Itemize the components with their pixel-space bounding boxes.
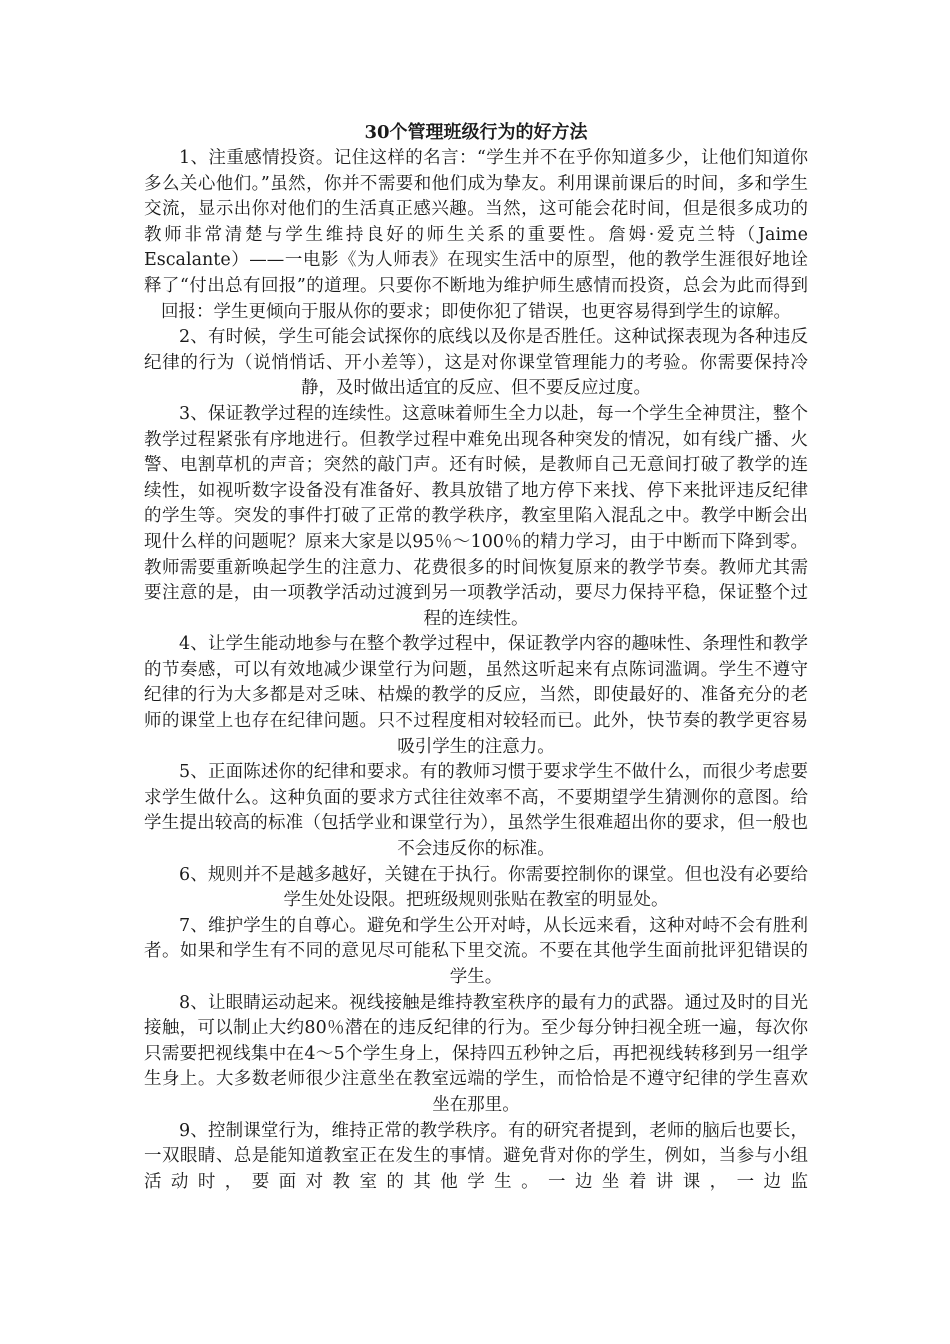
document-page	[144, 120, 808, 1195]
paragraph-6: 6、规则并不是越多越好，关键在于执行。你需要控制你的课堂。但也没有必要给学生处处设限。把班级规则张贴在教室的明显处。	[179, 864, 808, 911]
paragraph-8: 8、让眼睛运动起来。视线接触是维持教室秩序的最有力的武器。通过及时的目光接触，可以制止大约80％潜在的违反纪律的行为。至少每分钟扫视全班一遍，每次你只需要把视线集中在4～5个学生身上，保持四五秒钟之后，再把视线转移到另一组学生身上。大多数老师很少注意坐在教室远端的学生，而恰恰是不遵守纪律的学生喜欢坐在那里。	[144, 992, 808, 1115]
document-title: 30个管理班级行为的好方法	[364, 122, 588, 143]
paragraph-9: 9、控制课堂行为，维持正常的教学秩序。有的研究者提到，老师的脑后也要长，一双眼睛、总是能知道教室正在发生的事情。避免背对你的学生，例如，当参与小组活动时，要面对教室的其他学生。一边坐着讲课，一边监	[144, 1120, 808, 1192]
paragraph-2: 2、有时候，学生可能会试探你的底线以及你是否胜任。这种试探表现为各种违反纪律的行为（说悄悄话、开小差等），这是对你课堂管理能力的考验。你需要保持冷静，及时做出适宜的反应、但不要反应过度。	[144, 327, 808, 399]
paragraph-4: 4、让学生能动地参与在整个教学过程中，保证教学内容的趣味性、条理性和教学的节奏感，可以有效地减少课堂行为问题，虽然这听起来有点陈词滥调。学生不遵守纪律的行为大多都是对乏味、枯燥的教学的反应，当然，即使最好的、准备充分的老师的课堂上也存在纪律问题。只不过程度相对较轻而已。此外，快节奏的教学更容易吸引学生的注意力。	[144, 634, 808, 757]
paragraph-7: 7、维护学生的自尊心。避免和学生公开对峙，从长远来看，这种对峙不会有胜利者。如果和学生有不同的意见尽可能私下里交流。不要在其他学生面前批评犯错误的学生。	[144, 915, 808, 987]
paragraph-3: 3、保证教学过程的连续性。这意味着师生全力以赴，每一个学生全神贯注，整个教学过程紧张有序地进行。但教学过程中难免出现各种突发的情况，如有线广播、火警、电割草机的声音；突然的敲门声。还有时候，是教师自己无意间打破了教学的连续性，如视听数字设备没有准备好、教具放错了地方停下来找、停下来批评违反纪律的学生等。突发的事件打破了正常的教学秩序，教室里陷入混乱之中。教学中断会出现什么样的问题呢？原来大家是以95％～100％的精力学习，由于中断而下降到零。教师需要重新唤起学生的注意力、花费很多的时间恢复原来的教学节奏。教师尤其需要注意的是，由一项教学活动过渡到另一项教学活动，要尽力保持平稳，保证整个过程的连续性。	[144, 403, 808, 629]
paragraph-1: 1、注重感情投资。记住这样的名言：“学生并不在乎你知道多少，让他们知道你多么关心他们。”虽然，你并不需要和他们成为挚友。利用课前课后的时间，多和学生交流，显示出你对他们的生活真正感兴趣。当然，这可能会花时间，但是很多成功的教师非常清楚与学生维持良好的师生关系的重要性。詹姆·爱克兰特（Jaime Escalante）——一电影《为人师表》在现实生活中的原型，他的教学生涯很好地诠释了“付出总有回报”的道理。只要你不断地为维护师生感情而投资，总会为此而得到回报：学生更倾向于服从你的要求；即使你犯了错误，也更容易得到学生的谅解。	[144, 148, 808, 322]
paragraph-5: 5、正面陈述你的纪律和要求。有的教师习惯于要求学生不做什么，而很少考虑要求学生做什么。这种负面的要求方式往往效率不高，不要期望学生猜测你的意图。给学生提出较高的标准（包括学业和课堂行为），虽然学生很难超出你的要求，但一般也不会违反你的标准。	[144, 762, 808, 860]
